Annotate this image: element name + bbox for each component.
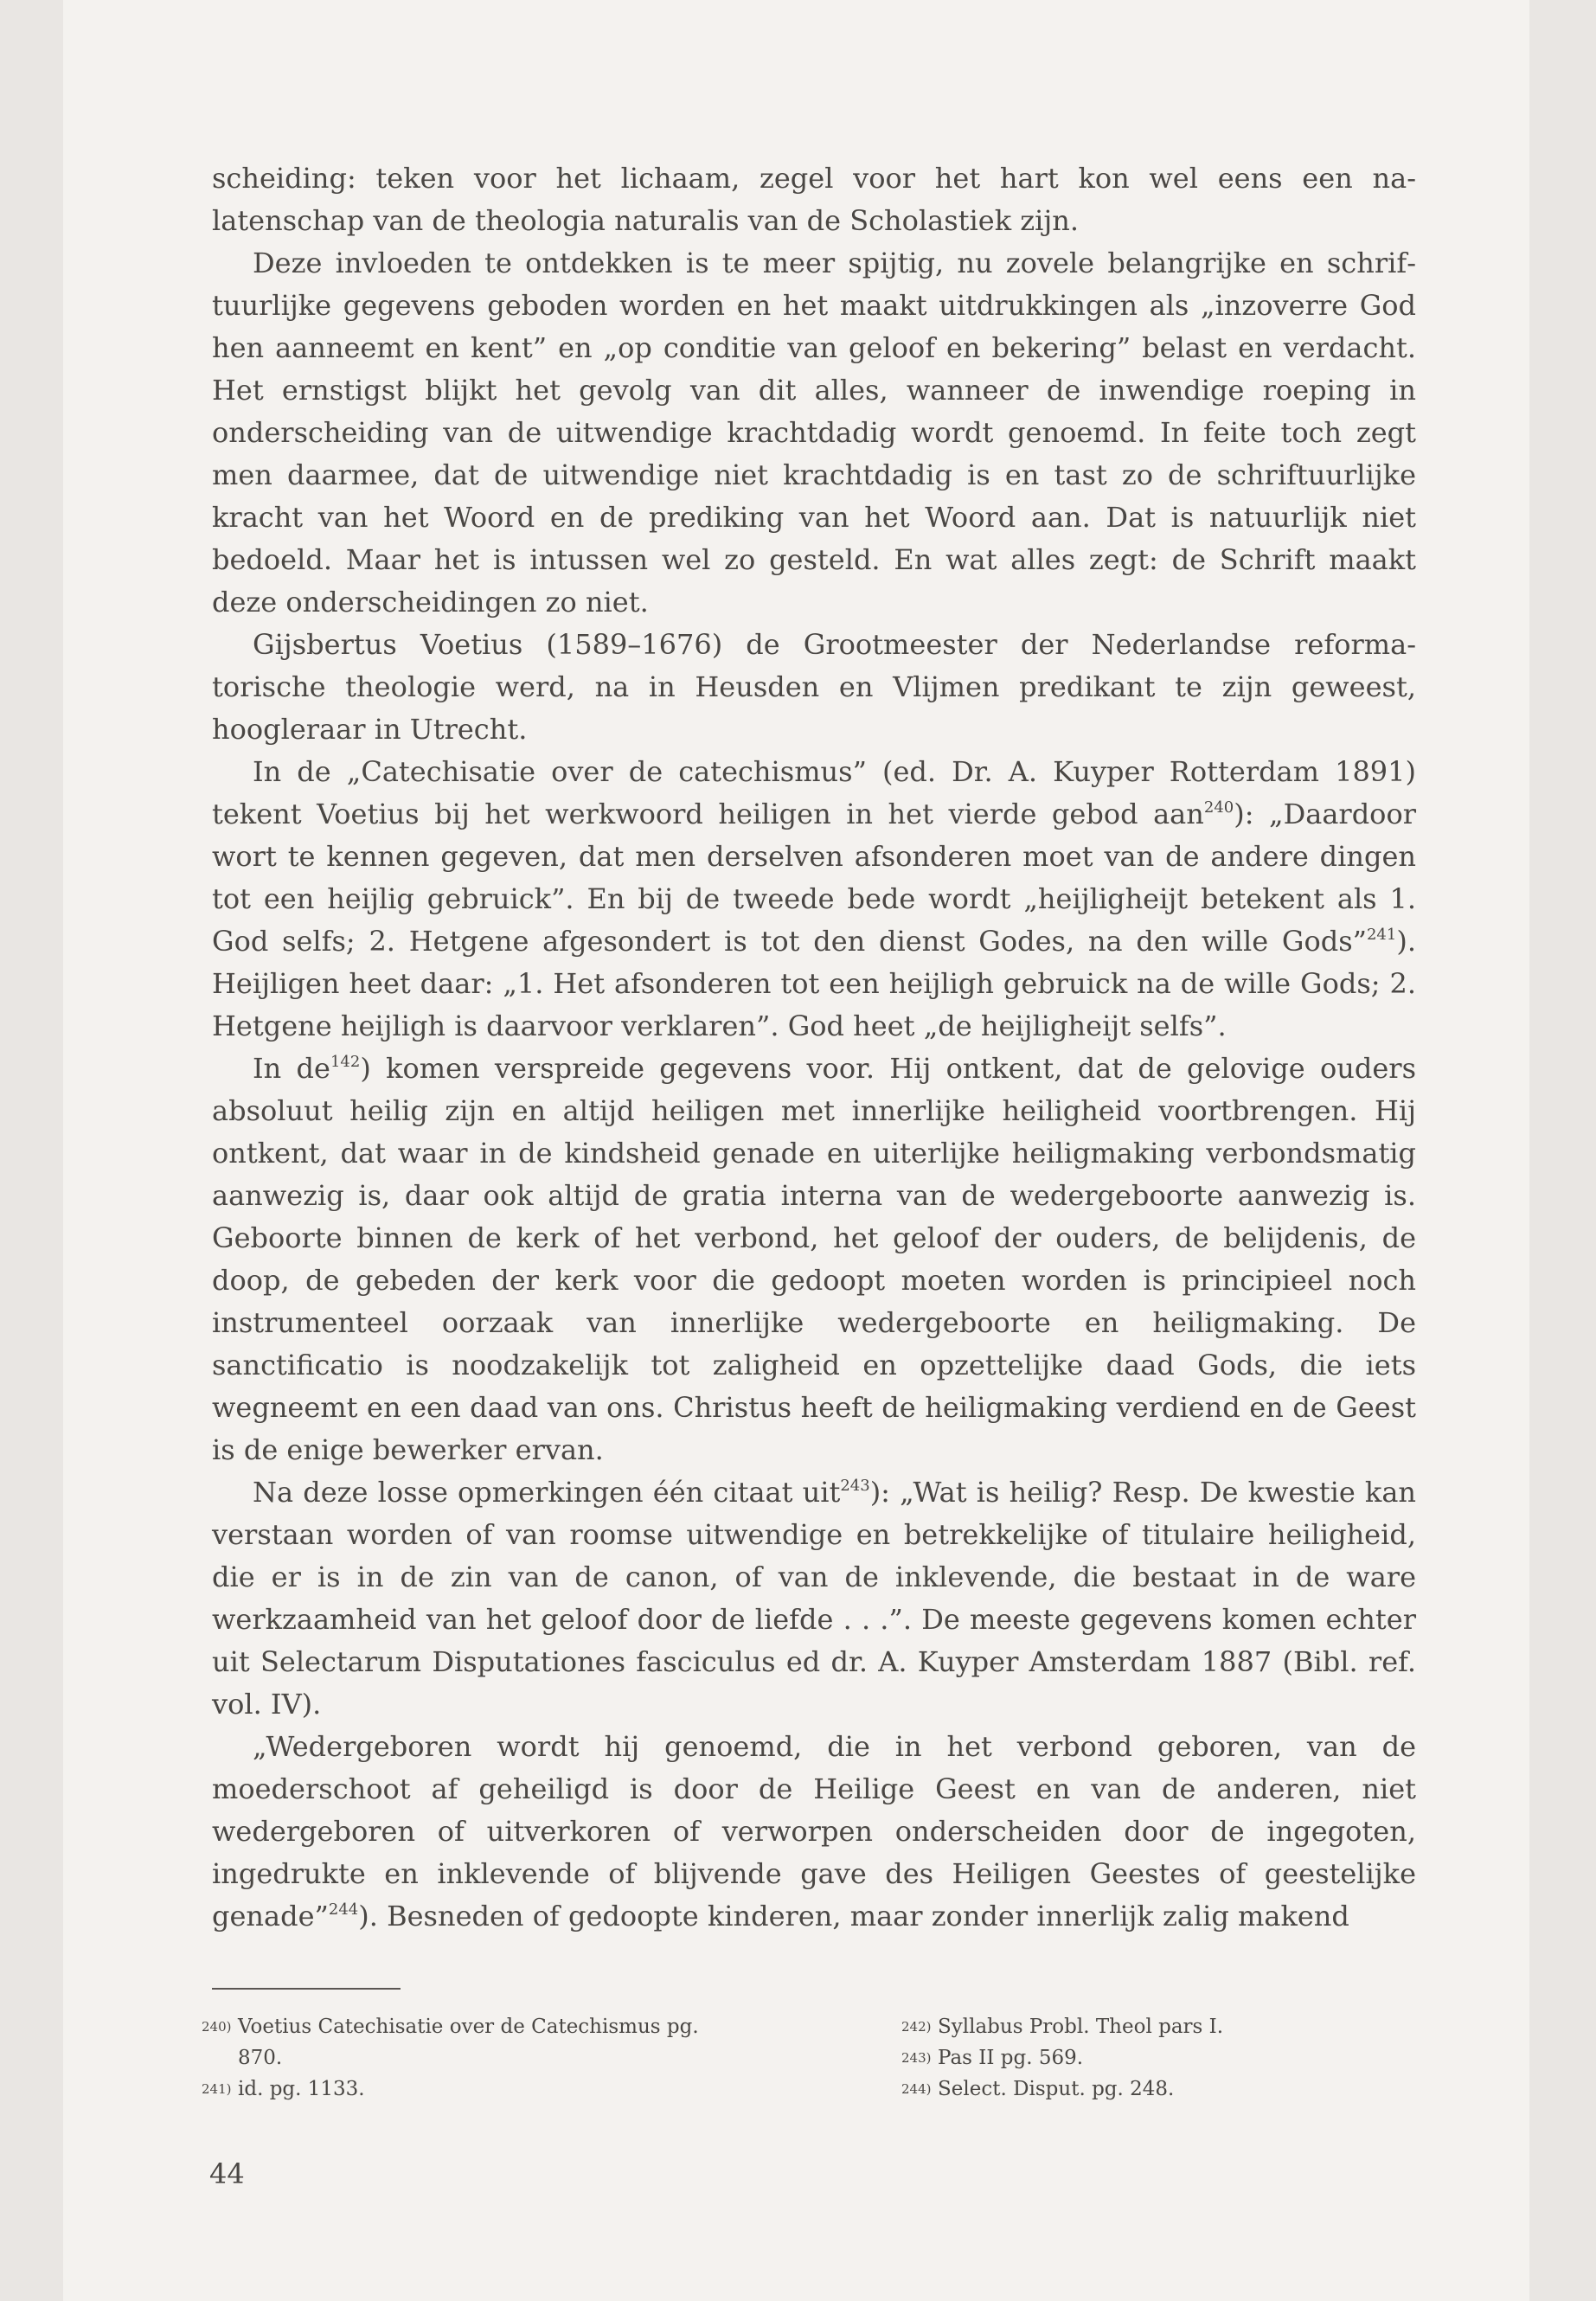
footnote-mark: 244) bbox=[901, 2081, 932, 2097]
footnote-rule bbox=[212, 1988, 401, 1990]
paragraph-text: scheiding: teken voor het lichaam, zegel voor het hart kon wel eens een nalatenschap van de theologia naturalis van de Scholastiek zijn. bbox=[212, 162, 1416, 237]
paragraph-text: ): „Wat is heilig? Resp. De kwestie kan verstaan worden of van roomse uitwendige en betrekkelijke of titulaire heiligheid, die er is in de zin van de canon, of van de inklevende, die bestaat in de ware werkzaamheid van het geloof door de liefde . . .”. De meeste gegevens komen echter uit Selectarum Disputationes fasciculus ed dr. A. Kuyper Amsterdam 1887 (Bibl. ref. vol. IV). bbox=[212, 1476, 1417, 1721]
paragraph bbox=[212, 751, 1416, 1048]
paragraph bbox=[212, 1048, 1416, 1471]
body-text bbox=[212, 157, 1416, 1938]
paragraph-text: Na deze losse opmerkingen één citaat uit bbox=[253, 1476, 841, 1509]
paragraph bbox=[212, 1726, 1416, 1938]
paragraph bbox=[212, 242, 1416, 624]
paragraph bbox=[212, 157, 1416, 242]
footnote-text: Syllabus Probl. Theol pars I. bbox=[938, 2016, 1224, 2038]
footnote-reference: 142 bbox=[330, 1053, 361, 1071]
footnote-mark: 243) bbox=[901, 2050, 932, 2066]
paragraph-text: „Wedergeboren wordt hij genoemd, die in het verbond geboren, van de moederschoot af geheiligd is door de Heilige Geest en van de anderen, niet wedergeboren of uitverkoren of verworpen onderscheiden door de ingegoten, ingedrukte en inklevende of blijvende gave des Heiligen Geestes of geestelijke genade” bbox=[212, 1730, 1416, 1932]
footnote bbox=[901, 2011, 1420, 2042]
footnote bbox=[202, 2011, 721, 2073]
footnote-text: Select. Disput. pg. 248. bbox=[938, 2078, 1175, 2100]
paragraph-text: ) komen verspreide gegevens voor. Hij ontkent, dat de gelovige ouders absoluut heilig zijn en altijd heiligen met innerlijke heiligheid voortbrengen. Hij ontkent, dat waar in de kindsheid genade en uiterlijke heiligmaking verbondsmatig aanwezig is, daar ook altijd de gratia interna van de wedergeboorte aanwezig is. Geboorte binnen de kerk of het verbond, het geloof der ouders, de belijdenis, de doop, de gebeden der kerk voor die gedoopt moeten worden is principieel noch instrumenteel oorzaak van innerlijke wedergeboorte en heiligmaking. De sanctificatio is noodzakelijk tot zaligheid en opzettelijke daad Gods, die iets wegneemt en een daad van ons. Christus heeft de heiligmaking verdiend en de Geest is de enige bewerker ervan. bbox=[212, 1052, 1416, 1466]
page-number: 44 bbox=[209, 2157, 245, 2190]
footnote-mark: 241) bbox=[202, 2081, 232, 2097]
paragraph-text: Gijsbertus Voetius (1589–1676) de Grootmeester der Nederlandse reformatorische theologie werd, na in Heusden en Vlijmen predikant te zijn geweest, hoogleraar in Utrecht. bbox=[212, 628, 1416, 746]
footnote-reference: 240 bbox=[1203, 798, 1234, 817]
paragraph bbox=[212, 624, 1416, 751]
paragraph bbox=[212, 1471, 1416, 1726]
footnote-mark: 240) bbox=[202, 2019, 232, 2035]
paragraph-text: ): „Daardoor wort te kennen gegeven, dat men derselven afsonderen moet van de andere dingen tot een heijlig gebruick”. En bij de tweede bede wordt „heijligheijt betekent als 1. God selfs; 2. Hetgene afgesondert is tot den dienst Godes, na den wille Gods” bbox=[212, 798, 1417, 958]
paragraph-text: ). Besneden of gedoopte kinderen, maar zonder innerlijk zalig makend bbox=[358, 1900, 1349, 1932]
footnote-reference: 241 bbox=[1366, 926, 1397, 944]
paragraph-text: In de bbox=[253, 1052, 330, 1085]
footnote-text: Pas II pg. 569. bbox=[938, 2047, 1084, 2069]
footnote-mark: 242) bbox=[901, 2019, 932, 2035]
footnotes-left-column bbox=[202, 2011, 721, 2105]
footnote bbox=[901, 2042, 1420, 2073]
footnote-reference: 243 bbox=[840, 1477, 870, 1495]
footnote bbox=[901, 2073, 1420, 2105]
footnote bbox=[202, 2073, 721, 2105]
footnotes-right-column bbox=[901, 2011, 1420, 2105]
footnote-text: id. pg. 1133. bbox=[238, 2078, 365, 2100]
footnote-reference: 244 bbox=[328, 1900, 359, 1919]
footnote-text: Voetius Catechisatie over de Catechismus pg. 870. bbox=[238, 2016, 699, 2069]
paragraph-text: Deze invloeden te ontdekken is te meer spijtig, nu zovele belangrijke en schriftuurlijke gegevens geboden worden en het maakt uitdrukkingen als „inzoverre God hen aanneemt en kent” en „op conditie van geloof en bekering” belast en verdacht. Het ernstigst blijkt het gevolg van dit alles, wanneer de inwendige roeping in onderscheiding van de uitwendige krachtdadig wordt genoemd. In feite toch zegt men daarmee, dat de uitwendige niet krachtdadig is en tast zo de schriftuurlijke kracht van het Woord en de prediking van het Woord aan. Dat is natuurlijk niet bedoeld. Maar het is intussen wel zo gesteld. En wat alles zegt: de Schrift maakt deze onderscheidingen zo niet. bbox=[212, 247, 1416, 619]
paragraph-text: In de „Catechisatie over de catechismus” (ed. Dr. A. Kuyper Rotterdam 1891) tekent Voetius bij het werkwoord heiligen in het vierde gebod aan bbox=[212, 755, 1416, 830]
paragraph-text: ). Heijligen heet daar: „1. Het afsonderen tot een heijligh gebruick na de wille Gods; 2. Hetgene heijligh is daarvoor verklaren”. God heet „de heijligheijt selfs”. bbox=[212, 925, 1416, 1042]
